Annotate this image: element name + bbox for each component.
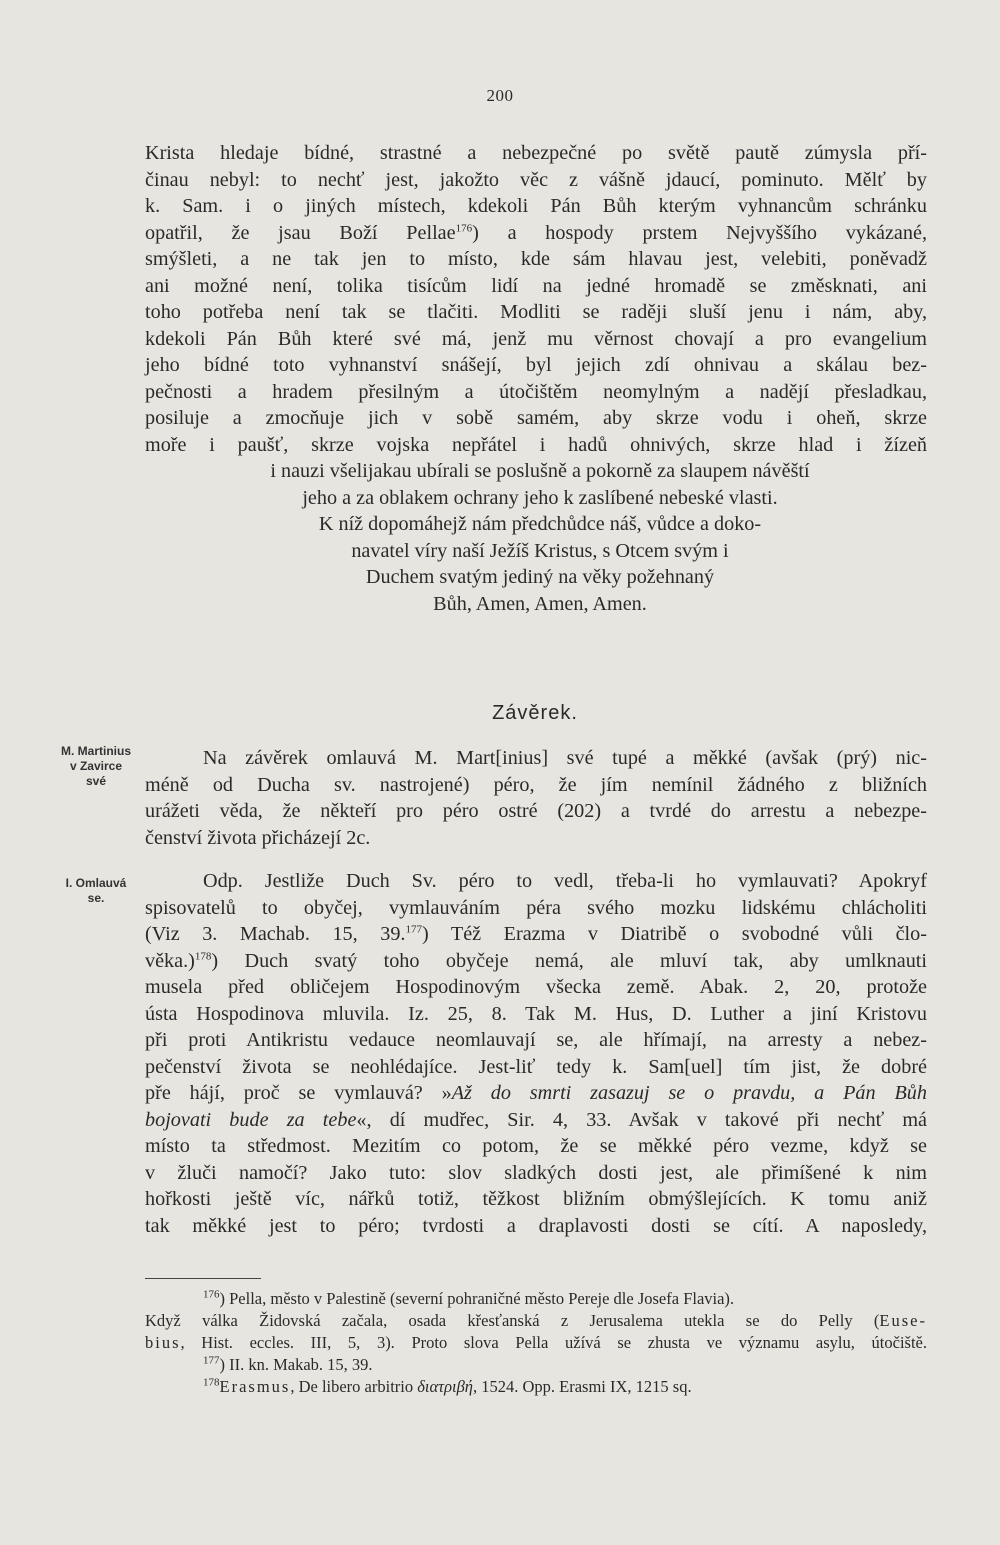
- text-line: urážeti věda, že někteří pro péro ostré (202) a tvrdé do arrestu a nebezpe-: [145, 800, 927, 822]
- footnote-spaced-name: Erasmus: [219, 1377, 291, 1396]
- text-line: ani možné není, tolika tisícům lidí na jedné hromadě se změsknati, ani: [145, 274, 927, 297]
- text-line: spisovatelů to obyčej, vymlauváním péra svého mozku lidskému chlácholiti: [145, 896, 927, 919]
- text-line: při proti Antikristu vedauce neomlauvají se, ale hřímají, na arresty a nebez-: [145, 1029, 927, 1051]
- footnote-176-cont: [145, 1310, 927, 1332]
- footnote-text: Když válka Židovská začala, osada křesťanská z Jerusalema utekla se do Pelly (: [145, 1311, 880, 1330]
- footnote-number: 176: [203, 1288, 220, 1301]
- footnote-text: ) Pella, město v Palestině (severní pohraničné město Pereje dle Josefa Flavia).: [219, 1289, 735, 1308]
- text-segment: ) Duch svatý toho obyčeje nemá, ale mluví tak, aby umlknauti: [211, 949, 927, 972]
- footnote-spaced-name: bius: [145, 1333, 181, 1352]
- text-line: moře i paušť, skrze vojska nepřátel i hadů ohnivých, skrze hlad i žízeň: [145, 433, 927, 456]
- margin-note-2: [48, 876, 144, 906]
- centered-line: navatel víry naší Ježíš Kristus, s Otcem svým i: [351, 539, 729, 562]
- text-line: jeho bídné toto vyhnanství snášejí, byl jejich zdí ohnivau a skálau bez-: [145, 354, 927, 376]
- text-line: Krista hledaje bídné, strastné a nebezpečné po světě pautě zúmysla pří-: [145, 142, 927, 164]
- text-line: ústa Hospodinova mluvila. Iz. 25, 8. Tak M. Hus, D. Luther a jiní Kristovu: [145, 1002, 927, 1025]
- footnote-176: [145, 1288, 927, 1310]
- text-line: Na závěrek omlauvá M. Mart[inius] své tupé a měkké (avšak (prý) nic-: [203, 747, 927, 769]
- text-line: toho potřeba není tak se tlačiti. Modliti se raději sluší jenu i nám, aby,: [145, 301, 927, 323]
- text-line: v žluči namočí? Jako tuto: slov sladkých dosti jest, ale přimíšené k nim: [145, 1161, 927, 1184]
- paragraph-3: [145, 868, 927, 1239]
- text-line: Odp. Jestliže Duch Sv. péro to vedl, třeba-li ho vymlauvati? Apokryf: [203, 870, 927, 892]
- text-line: kdekoli Pán Bůh které své má, jenž mu věrnost chovají a pro evangelium: [145, 327, 927, 350]
- footnote-text: ) II. kn. Makab. 15, 39.: [219, 1355, 373, 1374]
- text-line: místo ta středmost. Mezitím co potom, že se měkké péro vezme, když se: [145, 1135, 927, 1157]
- footnote-greek-title: διατριβή: [417, 1377, 473, 1396]
- footnotes: [145, 1288, 927, 1398]
- centered-line: Duchem svatým jediný na věky požehnaný: [365, 566, 715, 588]
- text-line: k. Sam. i o jiných místech, kdekoli Pán Bůh kterým vyhnancům schránku: [145, 195, 927, 217]
- text-line-with-quote: [145, 1107, 927, 1134]
- margin-note-line: své: [85, 774, 107, 788]
- text-line: hořkosti ještě víc, nářků totiž, těžkost bližním obmýšlejících. K tomu aniž: [145, 1188, 927, 1210]
- footnote-marker-177: 177: [405, 923, 422, 936]
- text-line-with-footnote: [145, 948, 927, 975]
- footnote-177: [145, 1354, 927, 1376]
- paragraph-2: [145, 745, 927, 851]
- footnote-spaced-name: Euse-: [879, 1311, 927, 1330]
- closing-prayer: [160, 458, 920, 617]
- footnote-178: [145, 1376, 927, 1398]
- margin-note-line: I. Omlauvá: [65, 876, 127, 890]
- text-line: smýšleti, a ne tak jen to místo, kde sám hlavau jest, velebiti, poněvadž: [145, 248, 927, 270]
- text-segment: pře hájí, proč se vymlauvá? »: [145, 1082, 452, 1104]
- margin-note-line: v Zavirce: [69, 759, 123, 773]
- centered-line: jeho a za oblakem ochrany jeho k zaslíbené nebeské vlasti.: [302, 486, 778, 509]
- footnote-176-cont: [145, 1332, 927, 1354]
- centered-line: K níž dopomáhejž nám předchůdce náš, vůdce a doko-: [318, 513, 762, 535]
- footnote-text: , 1524. Opp. Erasmi IX, 1215 sq.: [472, 1377, 692, 1396]
- footnote-number: 177: [203, 1354, 220, 1367]
- text-line: pečenství života se neohlédajíce. Jest-liť tedy k. Sam[uel] tím jist, že dobré: [145, 1055, 927, 1078]
- text-line: čenství života přicházejí 2c.: [145, 826, 371, 849]
- text-line: musela před obličejem Hospodinovým všecka země. Abak. 2, 20, protože: [145, 976, 927, 998]
- text-line: pečnosti a hradem přesilným a útočištěm neomylným a nadějí přesladkau,: [145, 380, 927, 403]
- centered-line: Bůh, Amen, Amen, Amen.: [433, 592, 647, 615]
- text-line: méně od Ducha sv. nastrojené) péro, že jím nemínil žádného z bližních: [145, 773, 927, 796]
- margin-note-line: se.: [87, 891, 105, 905]
- text-segment: věka.): [145, 949, 195, 972]
- text-line: činau nebyl: to nechť jest, jakožto věc z vášně jdaucí, pominuto. Mělť by: [145, 168, 927, 191]
- footnote-divider: [145, 1278, 261, 1279]
- page-number: 200: [486, 86, 514, 105]
- margin-note-line: M. Martinius: [60, 744, 131, 758]
- text-line: posiluje a zmocňuje jich v sobě samém, aby skrze vodu i oheň, skrze: [145, 407, 927, 429]
- centered-line: i nauzi všelijakau ubírali se poslušně a pokorně za slaupem návěští: [270, 460, 810, 482]
- footnote-marker-176: 176: [455, 221, 473, 234]
- text-segment: «, dí mudřec, Sir. 4, 33. Avšak v takové při nechť má: [356, 1108, 928, 1131]
- text-line-with-footnote: opatřil, že jsau Boží Pellae$^{176}$) a hospody prstem Nejvyššího vykázané,: [145, 221, 927, 244]
- footnote-text: , Hist. eccles. III, 5, 3). Proto slova Pella užívá se zhusta ve významu asylu, útočiště.: [180, 1333, 927, 1352]
- margin-note-1: [48, 744, 144, 789]
- footnote-number: 178: [203, 1376, 220, 1389]
- text-line-with-footnote: [145, 921, 927, 948]
- section-heading: Závěrek.: [492, 702, 578, 724]
- text-segment: a hospody prstem Nejvyššího vykázané,: [507, 221, 927, 244]
- italic-quote: bojovati bude za tebe: [145, 1108, 357, 1131]
- footnote-marker-178: 178: [194, 949, 212, 962]
- footnote-text: , De libero arbitrio: [290, 1377, 418, 1396]
- paragraph-1: [145, 140, 927, 458]
- text-segment: ) Též Erazma v Diatribě o svobodné vůli člo-: [421, 923, 927, 945]
- text-segment: (Viz 3. Machab. 15, 39.: [145, 923, 406, 945]
- text-segment: opatřil, že jsau Boží Pellae: [145, 221, 456, 244]
- text-line-with-quote: [145, 1080, 927, 1107]
- italic-quote: Až do smrti zasazuj se o pravdu, a Pán Bůh: [451, 1082, 927, 1104]
- text-line: tak měkké jest to péro; tvrdosti a draplavosti dosti se cítí. A naposledy,: [145, 1214, 927, 1237]
